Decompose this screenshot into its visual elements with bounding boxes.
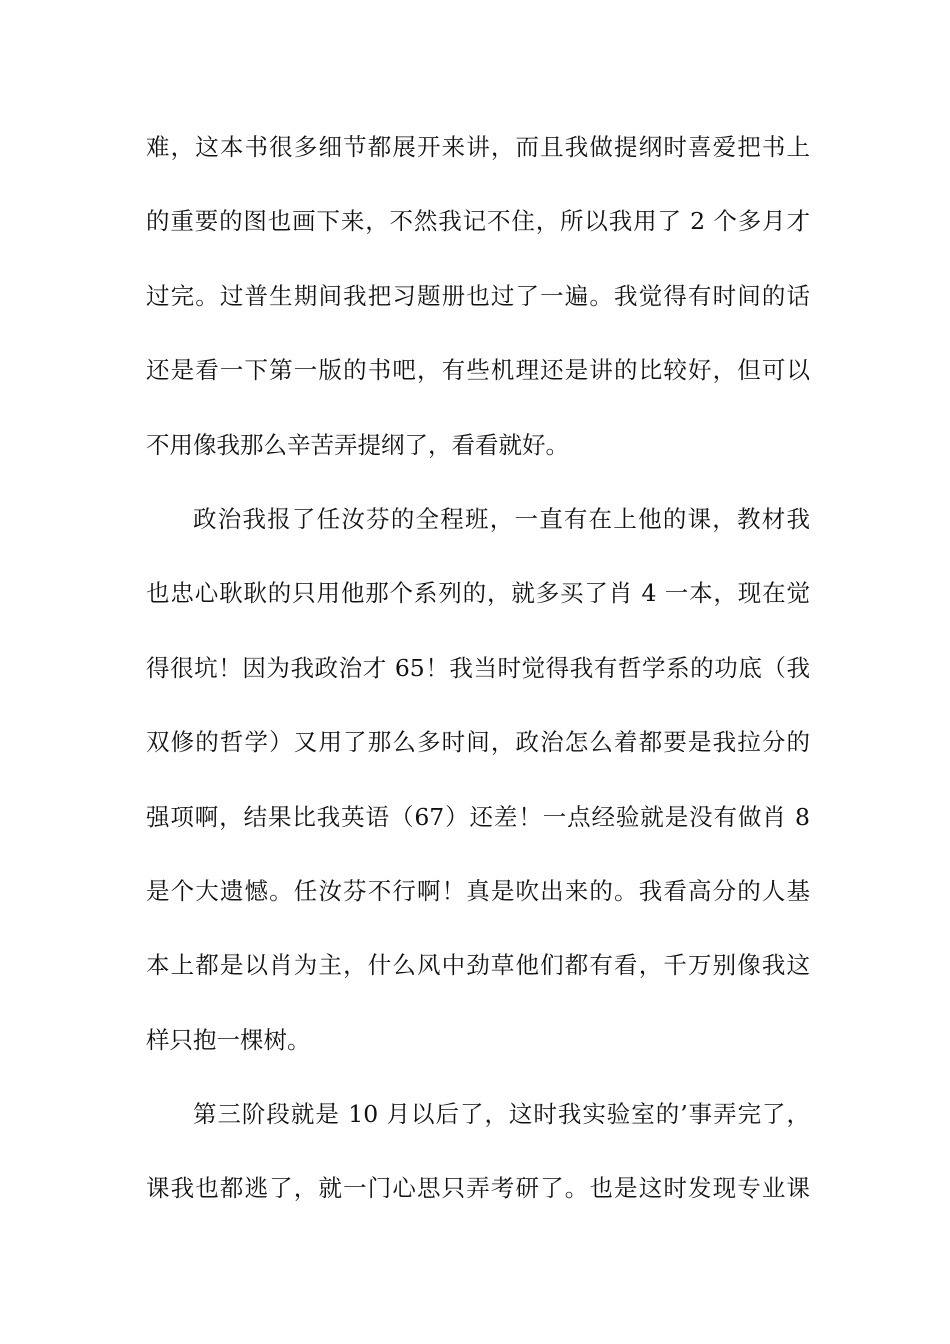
- text-line: 也忠心耿耿的只用他那个系列的，就多买了肖 4 一本，现在觉: [146, 579, 810, 608]
- text-line: 双修的哲学）又用了那么多时间，政治怎么着都要是我拉分的: [146, 728, 810, 757]
- text-line: 难，这本书很多细节都展开来讲，而且我做提纲时喜爱把书上: [146, 133, 810, 161]
- text-line: 不用像我那么辛苦弄提纲了，看看就好。: [146, 430, 569, 459]
- text-line: 过完。过普生期间我把习题册也过了一遍。我觉得有时间的话: [146, 281, 810, 310]
- text-line: 本上都是以肖为主，什么风中劲草他们都有看，千万别像我这: [146, 951, 810, 980]
- text-line: 的重要的图也画下来，不然我记不住，所以我用了 2 个多月才: [146, 207, 810, 236]
- text-line: 是个大遗憾。任汝芬不行啊！真是吹出来的。我看高分的人基: [146, 876, 810, 905]
- text-line: 强项啊，结果比我英语（67）还差！一点经验就是没有做肖 8: [146, 802, 810, 831]
- body-text: [146, 127, 810, 1243]
- text-line: 第三阶段就是 10 月以后了，这时我实验室的’事弄完了，: [193, 1100, 810, 1129]
- text-line: 样只抱一棵树。: [146, 1025, 311, 1054]
- text-line: 得很坑！因为我政治才 65！我当时觉得我有哲学系的功底（我: [146, 653, 810, 682]
- text-line: 政治我报了任汝芬的全程班，一直有在上他的课，教材我: [193, 504, 810, 533]
- text-line: 还是看一下第一版的书吧，有些机理还是讲的比较好，但可以: [146, 356, 810, 385]
- text-line: 课我也都逃了，就一门心思只弄考研了。也是这时发现专业课: [146, 1174, 810, 1203]
